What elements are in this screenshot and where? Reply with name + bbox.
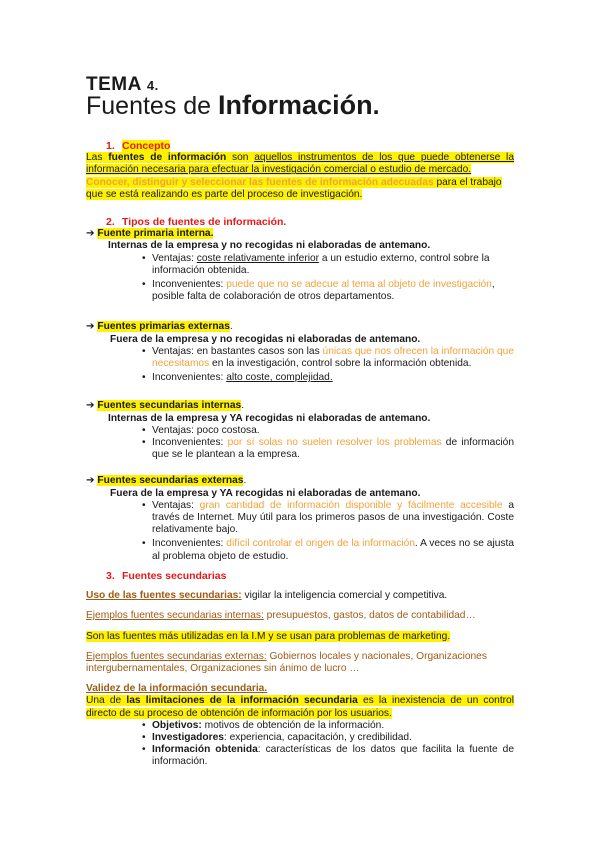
inconv-label: Inconvenientes: xyxy=(152,538,227,550)
concept-paragraph xyxy=(86,152,514,176)
inconv-orange: puede que no se adecue al tema al objeto de investigación xyxy=(226,279,492,291)
secundarias-internas-list xyxy=(86,425,514,462)
ej-ext-rest: Gobiernos locales y nacionales, Organizaciones intergubernamentales, Organizaciones sin ánimo de lucro … xyxy=(86,650,487,675)
dot: . xyxy=(241,400,245,412)
title-fuentes-de: Fuentes de xyxy=(86,92,212,120)
ejemplos-internas xyxy=(86,610,514,622)
inconv-underlined: alto coste, complejidad. xyxy=(226,372,333,384)
list-item xyxy=(86,500,514,537)
objetivos-rest: motivos de obtención de la información. xyxy=(201,719,385,731)
ventajas-text: Ventajas: poco costosa. xyxy=(152,424,260,436)
bullet-icon: • xyxy=(142,719,146,731)
concept-p1-b: fuentes de información xyxy=(108,152,227,164)
bullet-icon: • xyxy=(142,732,146,744)
concept-p2-b: para el trabajo que se está realizando es parte del proceso de investigación. xyxy=(86,176,502,200)
primaria-interna-label: Fuente primaria interna. xyxy=(97,228,214,240)
page-title xyxy=(86,90,380,121)
ventajas-rest: a un estudio externo, control sobre la información obtenida. xyxy=(152,252,490,276)
tema-number: 4. xyxy=(146,78,159,93)
primaria-interna-list xyxy=(86,253,514,304)
section-1-number: 1. xyxy=(106,140,115,152)
ventajas-label: Ventajas: xyxy=(152,499,200,511)
bullet-icon: • xyxy=(142,252,146,264)
inconv-label: Inconvenientes: xyxy=(152,372,227,384)
info-obtenida-rest: : características de los datos que facilita la fuente de información. xyxy=(152,744,514,768)
uso-paragraph xyxy=(86,590,514,602)
list-item xyxy=(86,253,514,277)
ventajas-orange: gran cantidad de información disponible y fácilmente accesible xyxy=(199,499,503,511)
bullet-icon: • xyxy=(142,372,146,384)
section-1-title: Concepto xyxy=(122,140,171,152)
section-1 xyxy=(86,140,514,201)
list-item xyxy=(86,279,514,303)
title-dot: . xyxy=(372,92,380,120)
bullet-icon: • xyxy=(142,744,146,756)
inconv-rest: de información que se le plantean a la empresa. xyxy=(152,437,515,461)
title-informacion: Información xyxy=(218,90,373,120)
secundarias-externas-heading xyxy=(86,475,514,487)
ejemplos-externas xyxy=(86,651,514,675)
dot: . xyxy=(229,321,233,333)
section-3 xyxy=(86,570,514,769)
section-3-number: 3. xyxy=(106,570,115,582)
section-2 xyxy=(86,216,514,563)
list-item xyxy=(86,720,514,732)
bullet-icon: • xyxy=(142,499,146,511)
list-item xyxy=(86,437,514,461)
ventajas-underlined: coste relativamente inferior xyxy=(196,252,320,264)
lim-a: Una de xyxy=(86,695,127,707)
list-item xyxy=(86,346,514,370)
section-2-heading xyxy=(86,216,514,228)
secundarias-externas-list xyxy=(86,500,514,563)
tema-label: TEMA xyxy=(86,74,142,95)
list-item xyxy=(86,732,514,744)
investigadores-label: Investigadores xyxy=(152,732,224,744)
validez-list xyxy=(86,720,514,769)
primaria-interna-sub: Internas de la empresa y no recogidas ni elaboradas de antemano. xyxy=(108,240,431,252)
bullet-icon: • xyxy=(142,424,146,436)
list-item xyxy=(86,372,514,384)
primarias-externas-label: Fuentes primarias externas xyxy=(97,321,230,333)
inconv-rest: , posible falta de colaboración de otros departamentos. xyxy=(152,279,495,303)
lim-b: las limitaciones de la información secundaria xyxy=(126,695,358,707)
bullet-icon: • xyxy=(142,538,146,550)
section-1-heading xyxy=(86,140,514,152)
primaria-interna-heading xyxy=(86,228,514,240)
primarias-externas-sub: Fuera de la empresa y no recogidas ni elaboradas de antemano. xyxy=(110,333,421,345)
inconv-rest: . A veces no se ajusta al problema objeto de estudio. xyxy=(152,538,514,562)
section-3-heading xyxy=(86,570,514,582)
section-2-number: 2. xyxy=(106,216,115,228)
lim-c: es la inexistencia de un control directo de su proceso de obtención de información por los usuarios. xyxy=(86,695,514,719)
arrow-icon: ➔ xyxy=(86,475,98,487)
secundarias-externas-label: Fuentes secundarias externas xyxy=(97,475,244,487)
limitaciones-paragraph xyxy=(86,695,514,719)
inconv-orange: por sí solas no suelen resolver los problemas xyxy=(227,437,442,449)
secundarias-externas-sub: Fuera de la empresa y YA recogidas ni elaboradas de antemano. xyxy=(110,487,421,499)
ej-int-label: Ejemplos fuentes secundarias internas: xyxy=(86,610,264,622)
primarias-externas-list xyxy=(86,346,514,385)
secundarias-internas-heading xyxy=(86,400,514,412)
mas-utilizadas-text: Son las fuentes más utilizadas en la I.M y se usan para problemas de marketing. xyxy=(86,630,451,642)
mas-utilizadas xyxy=(86,631,514,643)
inconv-label: Inconvenientes: xyxy=(152,437,228,449)
investigadores-rest: : experiencia, capacitación, y credibilidad. xyxy=(223,732,412,744)
dot: . xyxy=(243,475,247,487)
ej-int-rest: presupuestos, gastos, datos de contabilidad… xyxy=(263,610,476,622)
ventajas-label: Ventajas: en bastantes casos son las xyxy=(152,345,323,357)
concept-p1-a: Las xyxy=(86,152,109,164)
ventajas-rest: en la investigación, control sobre la información obtenida. xyxy=(209,358,472,370)
section-3-title: Fuentes secundarias xyxy=(122,570,227,582)
bullet-icon: • xyxy=(142,437,146,449)
arrow-icon: ➔ xyxy=(86,228,98,240)
inconv-label: Inconvenientes: xyxy=(152,279,227,291)
bullet-icon: • xyxy=(142,345,146,357)
list-item xyxy=(86,744,514,768)
secundarias-internas-sub: Internas de la empresa y YA recogidas ni elaboradas de antemano. xyxy=(108,412,431,424)
ventajas-orange: únicas que nos ofrecen la información que necesitamos xyxy=(152,345,515,370)
primarias-externas-heading xyxy=(86,321,514,333)
bullet-icon: • xyxy=(142,279,146,291)
concept-paragraph-2 xyxy=(86,177,514,201)
info-obtenida-label: Información obtenida xyxy=(152,744,258,756)
list-item xyxy=(86,425,514,437)
uso-rest: vigilar la inteligencia comercial y competitiva. xyxy=(241,590,448,602)
concept-p1-d: aquellos instrumentos de los que puede obtenerse la información necesaria para efectuar la investigación comercial o estudio de mercado. xyxy=(86,152,514,176)
arrow-icon: ➔ xyxy=(86,400,98,412)
secundarias-internas-label: Fuentes secundarias internas xyxy=(97,400,242,412)
ventajas-rest: a través de Internet. Muy útil para los primeros pasos de una investigación. Coste relativamente bajo. xyxy=(152,499,514,536)
concept-p2-a: Conocer, distinguir y seleccionar las fuentes de información adecuadas xyxy=(86,176,434,188)
section-2-title: Tipos de fuentes de información. xyxy=(122,216,287,228)
ventajas-label: Ventajas: xyxy=(152,252,197,264)
list-item xyxy=(86,538,514,562)
validez-heading xyxy=(86,683,514,695)
arrow-icon: ➔ xyxy=(86,321,98,333)
objetivos-label: Objetivos: xyxy=(152,719,202,731)
inconv-orange: difícil controlar el origen de la información xyxy=(226,538,415,550)
uso-label: Uso de las fuentes secundarias: xyxy=(86,590,242,602)
ej-ext-label: Ejemplos fuentes secundarias externas: xyxy=(86,650,267,662)
validez-text: Validez de la información secundaria. xyxy=(86,683,268,695)
concept-p1-c: son xyxy=(226,152,255,164)
